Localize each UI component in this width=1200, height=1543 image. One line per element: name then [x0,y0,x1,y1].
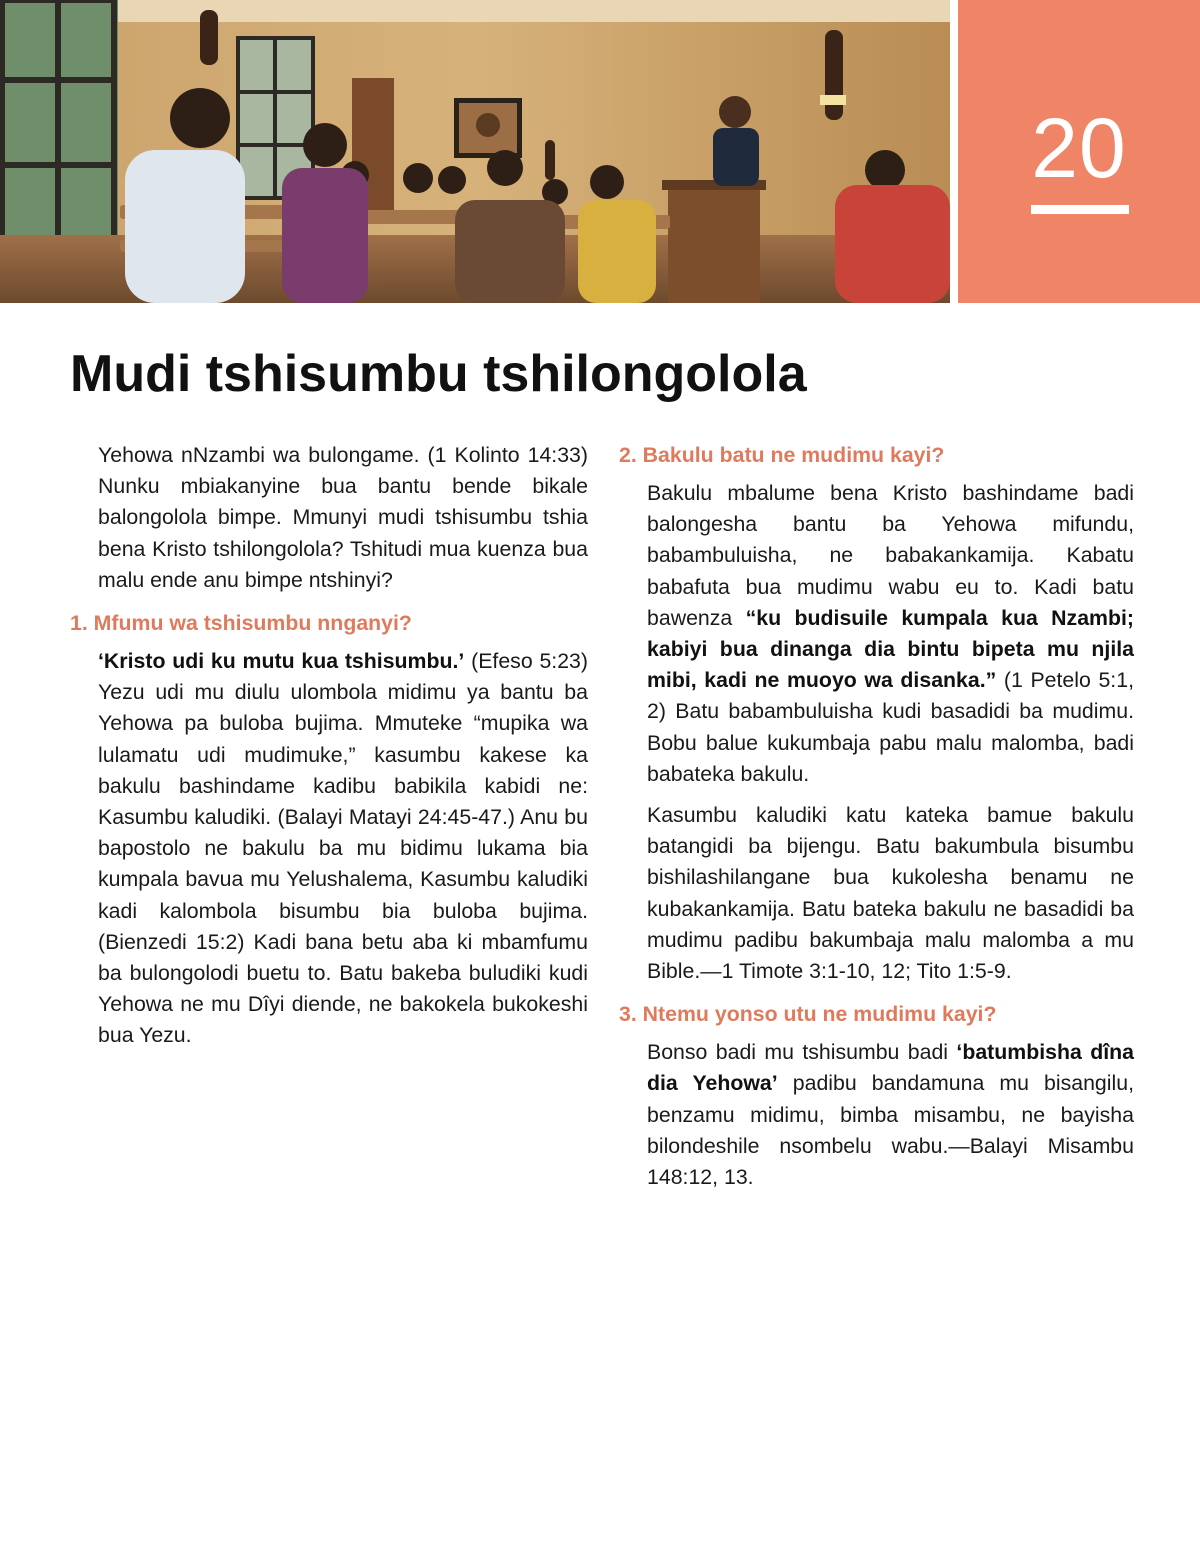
section-3-heading: 3. Ntemu yonso utu ne mudimu kayi? [619,1002,997,1027]
section-3-after: padibu bandamuna mu bisangilu, benzamu midimu, bimba misambu, ne bayisha bilondeshile nsombelu wabu.—Balayi Misambu 148:12, 13. [647,1071,1134,1190]
lesson-number: 20 [1031,101,1127,195]
section-2-p1-before: Bakulu mbalume bena Kristo bashindame badi balongesha bantu ba Yehowa mifundu, babambuluisha, ne babakankamija. Kabatu babafuta bua mudimu wabu eu to. Kadi batu bawenza [647,481,1134,630]
section-3-quote: ‘batumbisha dîna dia Yehowa’ [647,1040,1134,1096]
lesson-number-box [958,0,1200,303]
intro-paragraph: Yehowa nNzambi wa bulongame. (1 Kolinto 14:33) Nunku mbiakanyine bua bantu bende bikale balongolola bimpe. Mmunyi mudi tshisumbu tshia bena Kristo tshilongolola? Tshitudi mua kuenza bua malu ende anu bimpe ntshinyi? [98,443,588,592]
page-title: Mudi tshisumbu tshilongolola [70,345,807,403]
section-2-paragraph-1 [619,478,1134,790]
section-3-paragraph [619,1037,1134,1193]
section-1-quote: ‘Kristo udi ku mutu kua tshisumbu.’ [98,649,465,674]
left-column [70,440,588,1062]
section-2-p1-after: (1 Petelo 5:1, 2) Batu babambuluisha kudi basadidi ba mudimu. Bobu balue kukumbaja pabu malu malomba, badi babateka bakulu. [647,668,1134,786]
section-2-quote: “ku budisuile kumpala kua Nzambi; kabiyi bua dinanga dia bintu bipeta mu njila mibi, kadi ne muoyo wa disanka.” [647,605,1134,693]
section-1-paragraph [70,646,588,1052]
section-1-heading: 1. Mfumu wa tshisumbu nnganyi? [70,611,412,636]
section-2-paragraph-2: Kasumbu kaludiki katu kateka bamue bakulu batangidi ba bijengu. Batu bakumbula bisumbu bishilashilangane bua kukolesha benamu ne kubakankamija. Batu bateka bakulu ne basadidi ba mudimu padibu bakumbaja malu malomba a mu Bible.—1 Timote 3:1-10, 12; Tito 1:5-9. [647,803,1134,984]
section-1-body: (Efeso 5:23) Yezu udi mu diulu ulombola midimu ya bantu ba Yehowa pa buloba bujima. Mmuteke “mupika wa lulamatu udi mudimuke,” kasumbu kakese ka bakulu bashindame kadibu babikila kabidi ne: Kasumbu kaludiki. (Balayi Matayi 24:45-47.) Anu bu bapostolo ne bakulu ba mu bidimu lukama bia kumpala bavua mu Yelushalema, Kasumbu kaludiki kadi kalombola bisumbu bia buloba bujima. (Bienzedi 15:2) Kadi bana betu aba ki mbamfumu ba bulongolodi buetu to. Batu bakeba buludiki kudi Yehowa ne mu Dîyi diende, ne bakokela bukokeshi bua Yezu. [98,649,588,1048]
section-3-before: Bonso badi mu tshisumbu badi [647,1040,957,1065]
section-2-heading: 2. Bakulu batu ne mudimu kayi? [619,443,945,467]
right-column [619,440,1134,1203]
lesson-number-underline [1031,205,1129,214]
hero-image [0,0,950,303]
